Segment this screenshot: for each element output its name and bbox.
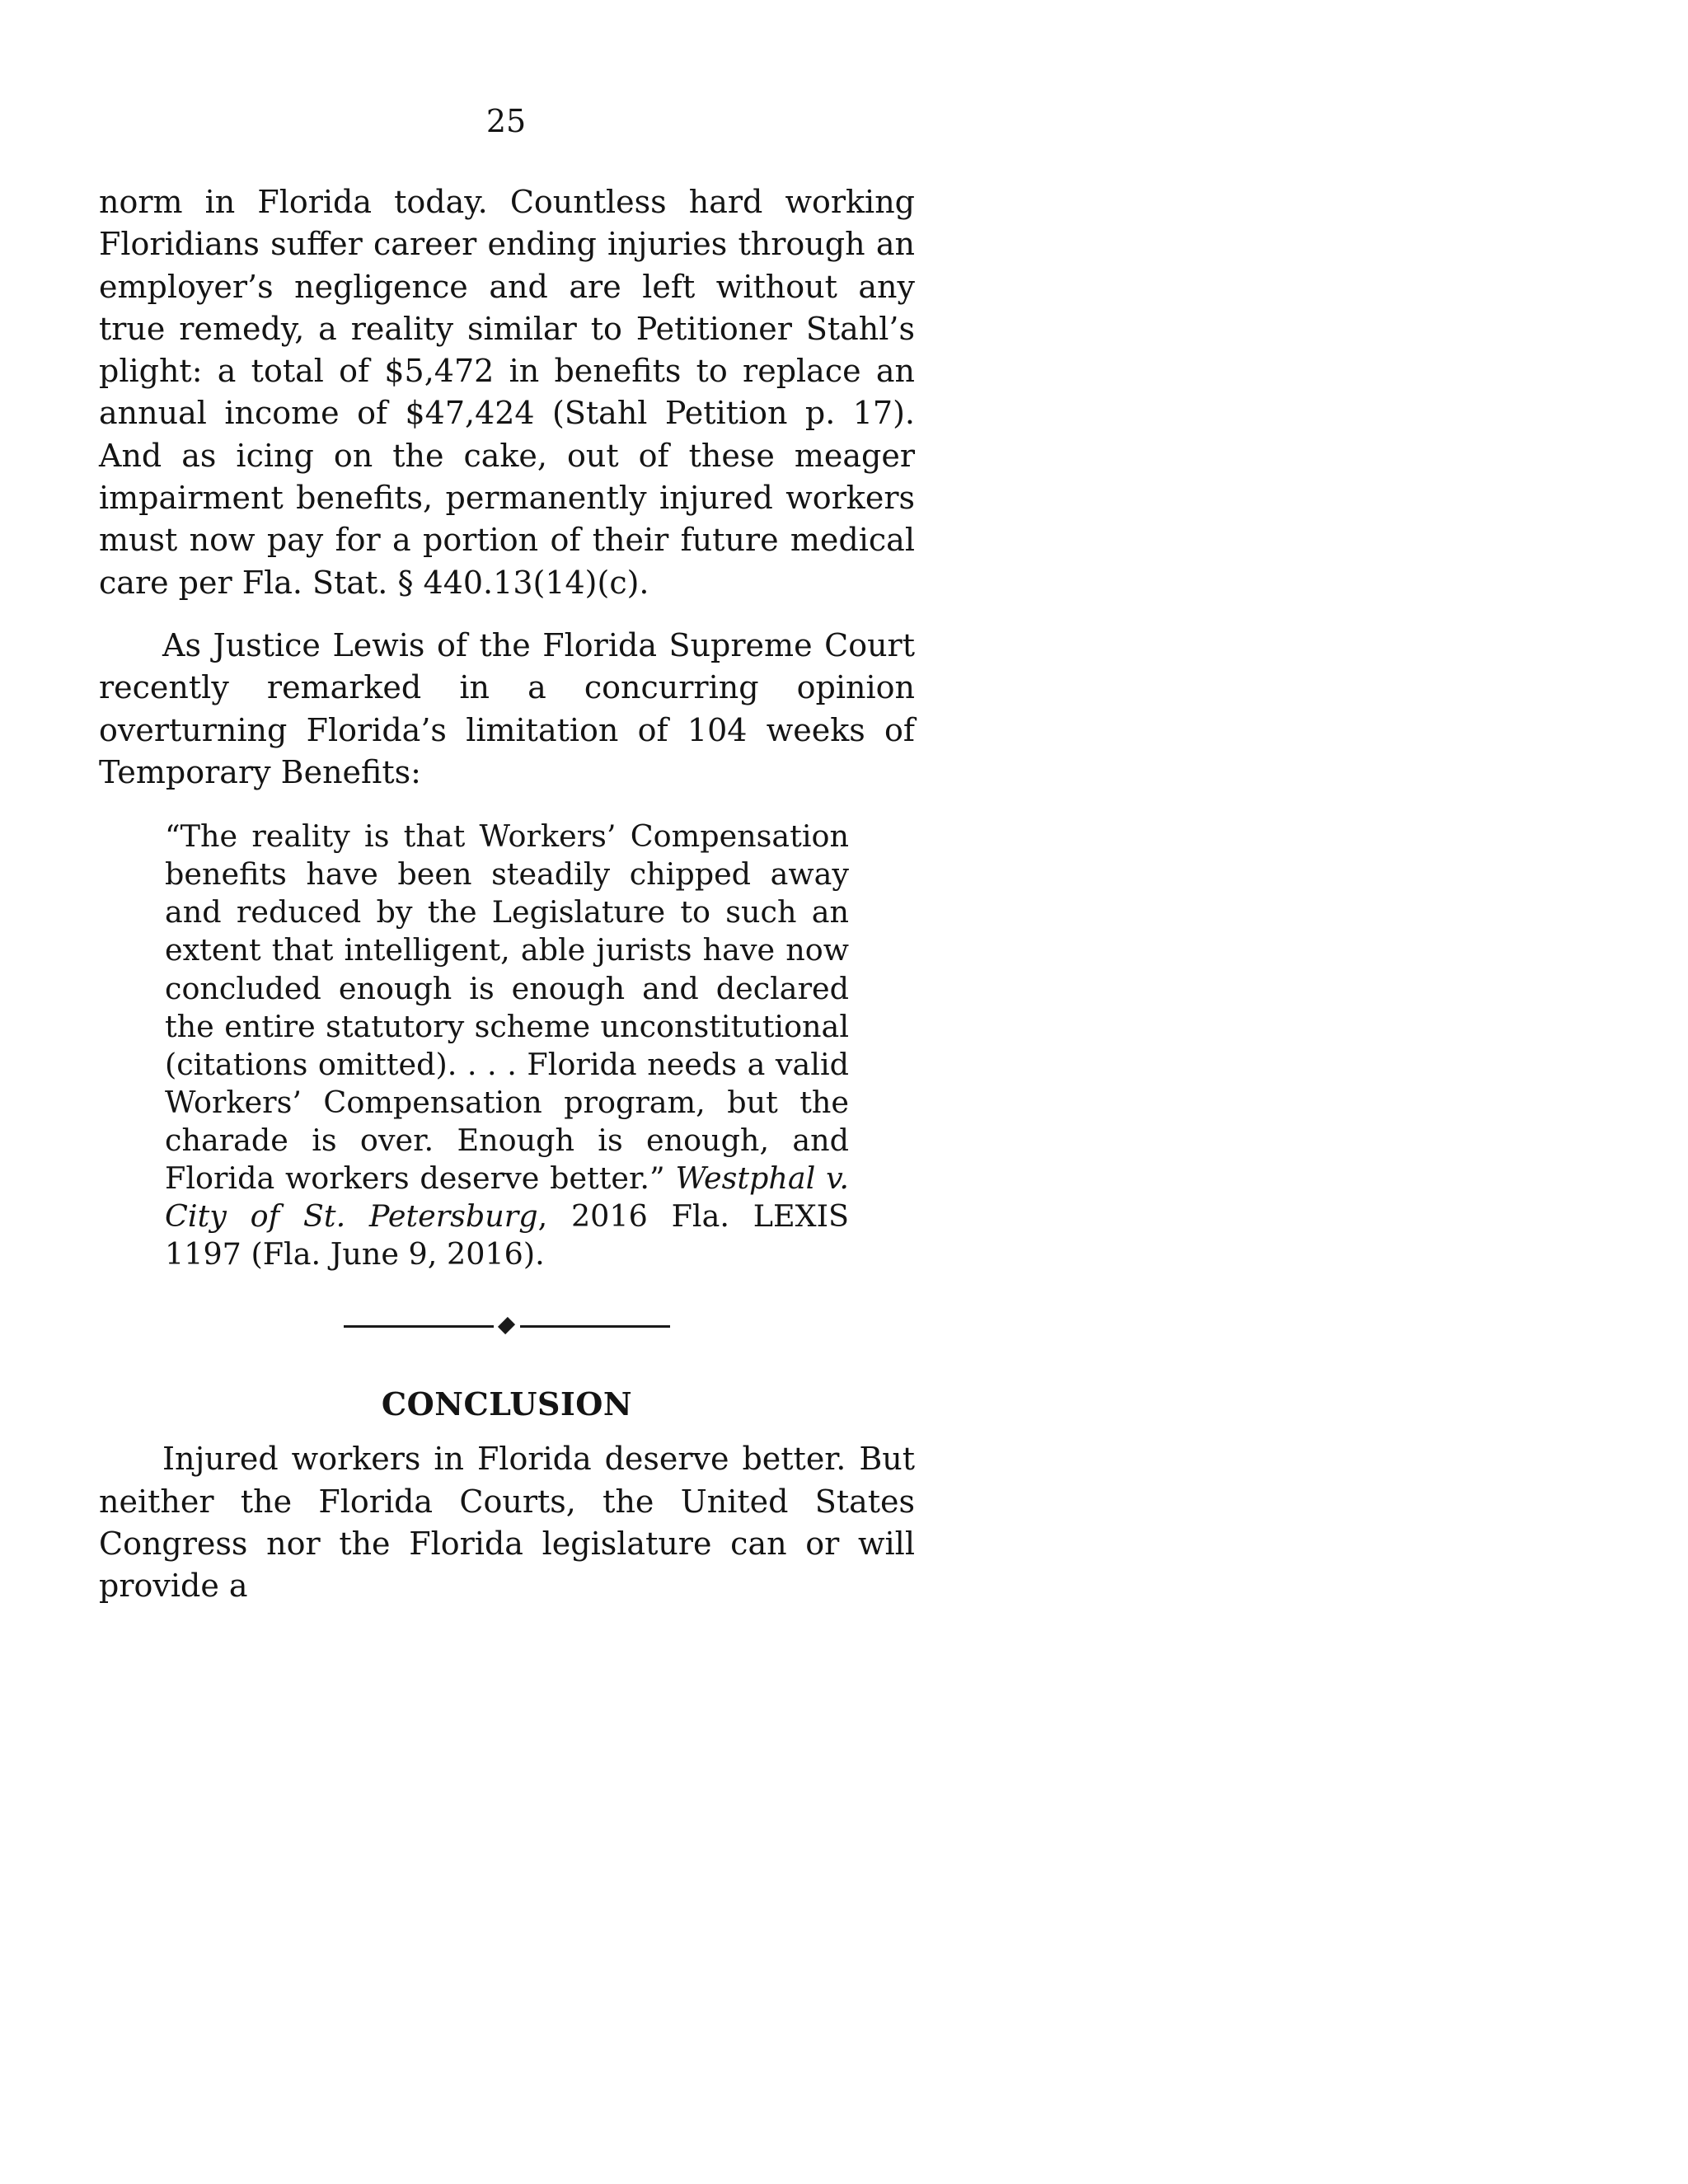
paragraph-conclusion: Injured workers in Florida deserve better. But neither the Florida Courts, the United States Congress nor the Florida legislature can or will provide a [99, 1441, 915, 1605]
divider-rule-left [344, 1325, 494, 1328]
diamond-icon [498, 1317, 515, 1334]
page-number: 25 [485, 103, 527, 139]
section-divider [344, 1318, 670, 1334]
divider-rule-right [520, 1325, 670, 1328]
document-body [99, 181, 915, 1607]
paragraph-justice-lewis: As Justice Lewis of the Florida Supreme Court recently remarked in a concurring opinion overturning Florida’s limitation of 104 weeks of Temporary Benefits: [99, 626, 915, 790]
block-quote [165, 818, 849, 1273]
quote-text: “The reality is that Workers’ Compensation benefits have been steadily chipped away and reduced by the Legislature to such an extent that intelligent, able jurists have now concluded enough is enough and declared the entire statutory scheme unconstitutional (citations omitted). . . . Florida needs a valid Workers’ Compensation program, but the charade is over. Enough is enough, and Florida workers deserve better.” [165, 818, 849, 1196]
section-heading-conclusion: CONCLUSION [381, 1385, 633, 1423]
paragraph-florida-norm: norm in Florida today. Countless hard working Floridians suffer career ending injuries through an employer’s negligence and are left without any true remedy, a reality similar to Petitioner Stahl’s plight: a total of $5,472 in benefits to replace an annual income of $47,424 (Stahl Petition p. 17). And as icing on the cake, out of these meager impairment benefits, permanently injured workers must now pay for a portion of their future medical care per Fla. Stat. § 440.13(14)(c). [99, 184, 915, 601]
case-citation: , 2016 Fla. LEXIS 1197 (Fla. June 9, 2016). [165, 1198, 849, 1272]
case-name: Westphal v. City of St. Petersburg [165, 1160, 849, 1235]
